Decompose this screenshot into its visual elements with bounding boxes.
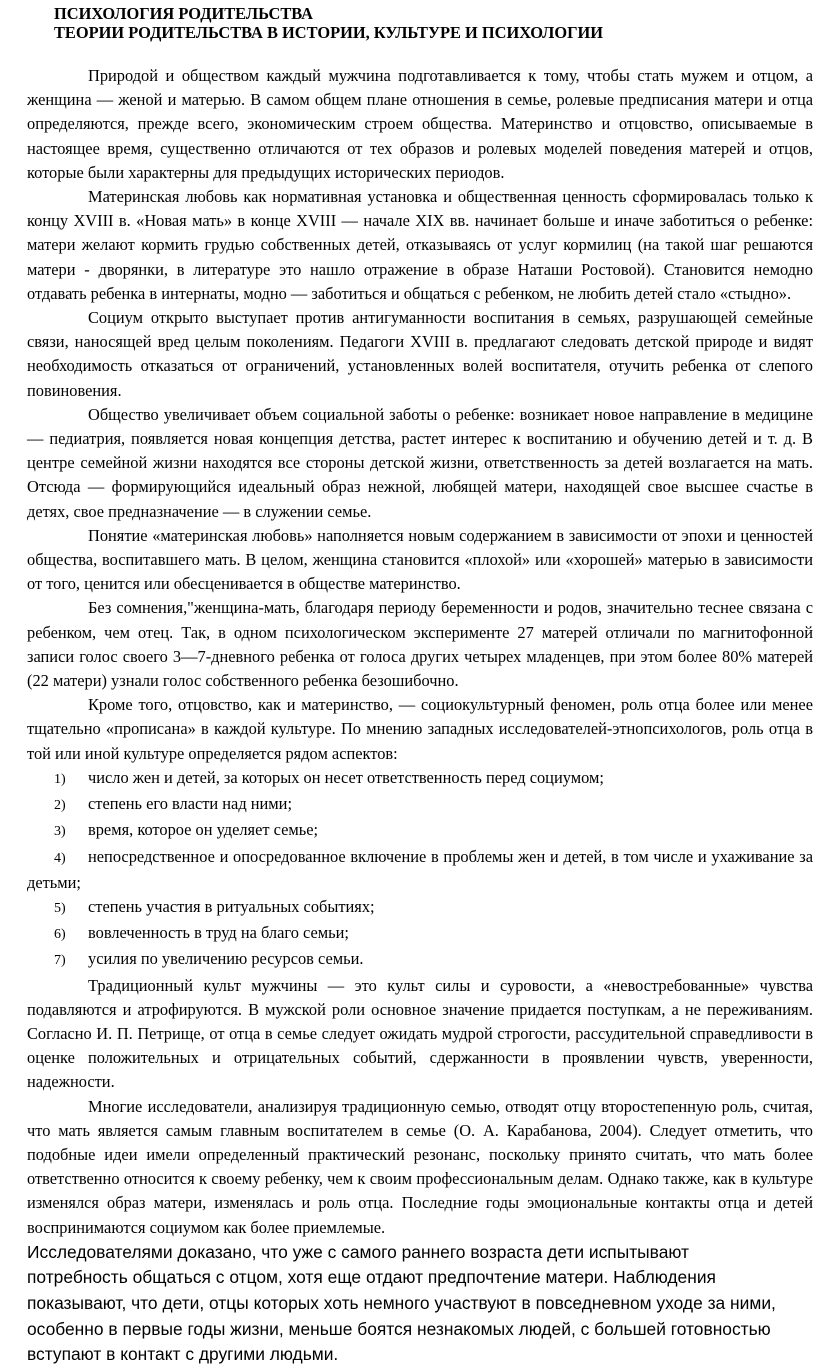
list-item [27,921,813,947]
list-item [27,895,813,921]
document-page [27,0,813,1368]
list-item-text: степень участия в ритуальных событиях; [88,896,375,916]
paragraph: Традиционный культ мужчины — это культ силы и суровости, а «невостребованные» чувства подавляются и атрофируются. В мужской роли основное значение придается поступкам, а не переживаниям. Согласно И. П. Петрище, от отца в семье следует ожидать мудрой строгости, рассудительной справедливости в оценке положительных и отрицательных событий, сдержанности в проявлении чувств, уверенности, надежности. [27,975,813,1092]
list-item-number: 3) [54,824,66,840]
list-item-number: 7) [54,953,66,969]
list-item-number: 5) [54,900,66,916]
closing-paragraph: Исследователями доказано, что уже с самого раннего возраста дети испытывают потребность общаться с отцом, хотя еще отдают предпочтение матери. Наблюдения показывают, что дети, отцы которых хоть немного участвуют в повседневном уходе за ними, особенно в первые годы жизни, меньше боятся незнакомых людей, с большей готовностью вступают в контакт с другими людьми. [27,1241,776,1365]
paragraph: Общество увеличивает объем социальной заботы о ребенке: возникает новое направление в медицине — педиатрия, появляется новая концепция детства, растет интерес к воспитанию и обучению детей и т. д. В центре семейной жизни находятся все стороны детской жизни, ответственность за детей возлагается на мать. Отсюда — формирующийся идеальный образ нежной, любящей матери, находящей свое высшее счастье в детях, свое предназначение — в служении семье. [27,404,813,521]
paragraph: Материнская любовь как нормативная установка и общественная ценность сформировалась только к концу XVIII в. «Новая мать» в конце XVIII — начале XIX вв. начинает больше и иначе заботиться о ребенке: матери желают кормить грудью собственных детей, отказываясь от услуг кормилиц (на такой шаг решаются матери - дворянки, в литературе это нашло отражение в образе Наташи Ростовой). Становится немодно отдавать ребенка в интернаты, модно — заботиться и общаться с ребенком, не любить детей стало «стыдно». [27,187,813,303]
document-title: ПСИХОЛОГИЯ РОДИТЕЛЬСТВА [54,4,314,23]
list-item [27,792,813,818]
list-item-number: 2) [54,798,66,814]
paragraph: Понятие «материнская любовь» наполняется новым содержанием в зависимости от эпохи и ценностей общества, воспитавшего мать. В целом, женщина становится «плохой» или «хорошей» матерью в зависимости от того, ценится или обесценивается в обществе материнство. [27,525,813,594]
list-item-text: усилия по увеличению ресурсов семьи. [88,949,364,969]
list-item [27,947,813,973]
list-item [27,766,813,792]
list-item-number: 6) [54,927,66,943]
paragraph: Природой и обществом каждый мужчина подготавливается к тому, чтобы стать мужем и отцом, а женщина — женой и матерью. В самом общем плане отношения в семье, ролевые предписания матери и отца определяются, прежде всего, экономическим строем общества. Материнство и отцовство, описываемые в настоящее время, существенно отличаются от тех образов и ролевых моделей поведения матерей и отцов, которые были характерны для предыдущих исторических периодов. [27,66,813,182]
aspects-list [27,766,813,974]
list-item [27,845,813,895]
paragraph: Многие исследователи, анализируя традиционную семью, отводят отцу второстепенную роль, считая, что мать является самым главным воспитателем в семье (О. А. Карабанова, 2004). Следует отметить, что подобные идеи имели определенный практический резонанс, поскольку принято считать, что мать более ответственно относится к своему ребенку, чем к своим профессиональным делам. Однако также, как в культуре изменялся образ матери, изменялась и роль отца. Последние годы эмоциональные контакты отца и детей воспринимаются социумом как более приемлемые. [27,1096,813,1237]
list-item-text: число жен и детей, за которых он несет ответственность перед социумом; [88,767,604,787]
list-item-text: степень его власти над ними; [88,794,292,814]
list-item-number: 4) [54,850,66,866]
paragraph: Социум открыто выступает против антигуманности воспитания в семьях, разрушающей семейные связи, наносящей вред целым поколениям. Педагоги XVIII в. предлагают следовать детской природе и видят необходимость отказаться от ограничений, установленных волей воспитателя, отучить ребенка от слепого повиновения. [27,308,813,400]
paragraph: Кроме того, отцовство, как и материнство, — социокультурный феномен, роль отца более или менее тщательно «прописана» в каждой культуре. По мнению западных исследователей-этнопсихологов, роль отца в той или иной культуре определяется рядом аспектов: [27,695,813,763]
list-item [27,818,813,844]
list-item-number: 1) [54,771,66,787]
document-subtitle: ТЕОРИИ РОДИТЕЛЬСТВА В ИСТОРИИ, КУЛЬТУРЕ И ПСИХОЛОГИИ [54,23,604,42]
list-item-text: время, которое он уделяет семье; [88,820,319,840]
paragraph: Без сомнения,"женщина-мать, благодаря периоду беременности и родов, значительно теснее связана с ребенком, чем отец. Так, в одном психологическом эксперименте 27 матерей отличали по магнитофонной записи голос своего 3—7-дневного ребенка от голоса других четырех младенцев, при этом более 80% матерей (22 матери) узнали голос собственного ребенка безошибочно. [27,598,813,691]
list-item-text: непосредственное и опосредованное включение в проблемы жен и детей, в том числе и ухаживание за детьми; [27,846,813,892]
list-item-text: вовлеченность в труд на благо семьи; [88,923,349,943]
